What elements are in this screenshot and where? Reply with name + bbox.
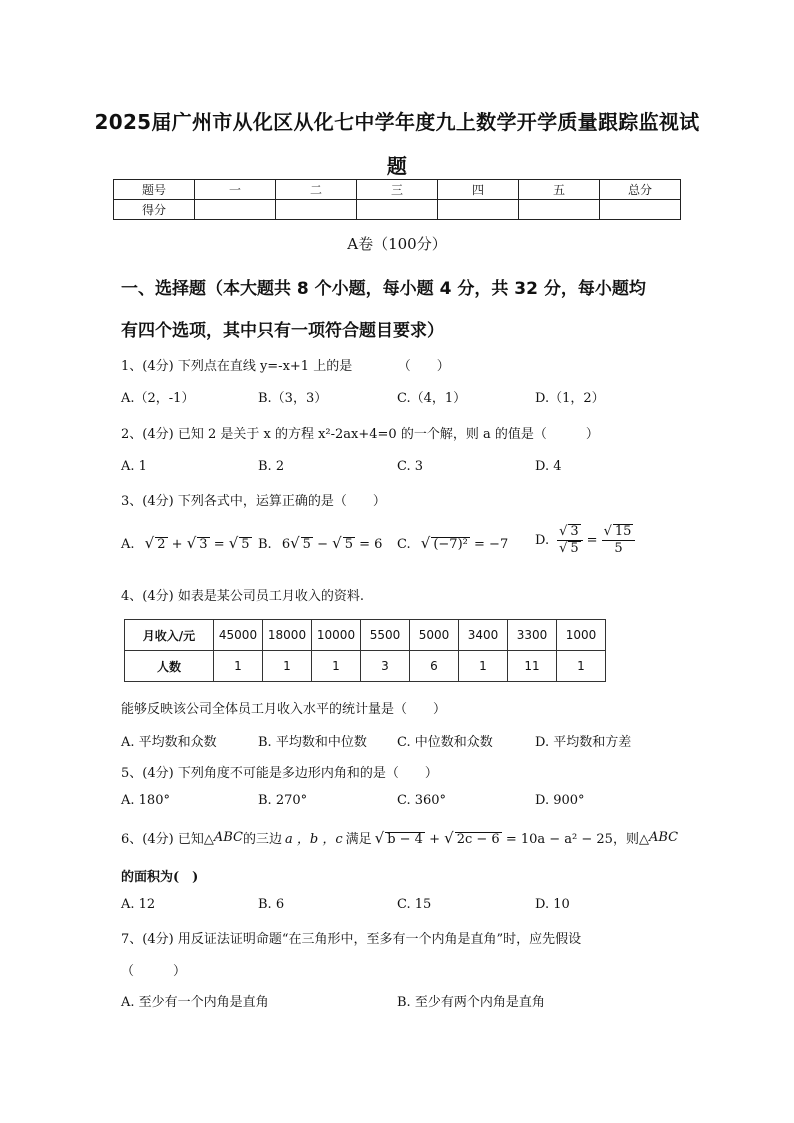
question-2-option-b[interactable]: B. 2: [258, 459, 285, 474]
income-cell: 5500: [361, 620, 410, 651]
question-3-option-c[interactable]: [397, 534, 508, 552]
score-cell: [600, 200, 681, 220]
question-4-option-b[interactable]: B. 平均数和中位数: [258, 735, 367, 750]
sqrt-sign: √: [290, 534, 300, 552]
score-table-header: 五: [519, 180, 600, 200]
question-3-option-d[interactable]: [535, 524, 635, 556]
income-row: [125, 620, 606, 651]
question-2-option-a[interactable]: A. 1: [121, 459, 147, 474]
page-title: 2025届广州市从化区从化七中学年度九上数学开学质量跟踪监视试: [94, 110, 700, 134]
coefficient: 6: [281, 537, 291, 552]
sqrt-sign: √: [420, 534, 431, 552]
question-5-option-c[interactable]: C. 360°: [397, 793, 447, 808]
fraction-numerator: √ 15: [602, 524, 636, 541]
question-6-option-d[interactable]: D. 10: [535, 897, 570, 912]
count-cell: 3: [361, 651, 410, 682]
plus-sign: +: [429, 831, 440, 847]
income-cell: 3300: [508, 620, 557, 651]
score-table-header: 题号: [114, 180, 195, 200]
fraction: [557, 524, 583, 556]
score-table-header: 四: [438, 180, 519, 200]
equals-sign: =: [474, 537, 485, 552]
minus-sign: −: [317, 537, 328, 552]
income-cell: 45000: [214, 620, 263, 651]
question-6-option-b[interactable]: B. 6: [258, 897, 285, 912]
equation-rhs: = 10a − a² − 25: [505, 831, 613, 847]
fraction-denominator: 5: [614, 540, 623, 556]
radicand: 2c − 6: [456, 831, 500, 847]
radicand: 5: [570, 540, 579, 556]
radicand: 5: [344, 537, 353, 552]
fraction: [602, 524, 636, 556]
score-row-label: 得分: [114, 200, 195, 220]
section-heading: 一、选择题（本大题共 8 个小题，每小题 4 分，共 32 分，每小题均: [121, 279, 646, 299]
option-label: A.: [121, 537, 135, 552]
question-7-option-a[interactable]: A. 至少有一个内角是直角: [121, 995, 269, 1010]
math-expression: [557, 524, 635, 556]
equals-sign: =: [213, 537, 225, 552]
paper-a-heading: A卷（100分）: [347, 235, 447, 253]
radicand: 5: [302, 537, 311, 552]
sqrt-sign: √: [374, 828, 385, 847]
radicand: 5: [241, 537, 250, 552]
question-5-stem: 5、(4分) 下列角度不可能是多边形内角和的是（ ）: [121, 766, 438, 781]
question-3-option-b[interactable]: [258, 534, 382, 552]
question-6-stem: [121, 828, 678, 847]
page-title-continued: 题: [386, 154, 408, 178]
score-cell: [357, 200, 438, 220]
math-expression: [144, 534, 252, 552]
triangle-name: ABC: [648, 830, 679, 845]
equals-sign: =: [586, 532, 598, 548]
sqrt-sign: √: [444, 828, 454, 847]
question-3-option-a[interactable]: [121, 534, 252, 552]
question-6-option-a[interactable]: A. 12: [121, 897, 156, 912]
math-expression: [281, 534, 383, 552]
sqrt-sign: √: [186, 534, 197, 552]
count-row-label: 人数: [125, 651, 214, 682]
plus-sign: +: [171, 537, 183, 552]
score-cell: [519, 200, 600, 220]
radicand: 15: [614, 524, 632, 539]
income-cell: 1000: [557, 620, 606, 651]
score-table-row: [114, 200, 681, 220]
question-6-stem-continued: 的面积为( ): [121, 870, 199, 885]
stem-text: ，则△: [612, 832, 649, 847]
fraction-denominator: √ 5: [559, 540, 579, 556]
score-table-header: 总分: [600, 180, 681, 200]
stem-text: 满足: [345, 832, 372, 847]
side-variables: a ，b ，c: [284, 832, 343, 847]
equals-sign: =: [359, 537, 371, 552]
question-1-option-b[interactable]: B.（3，3）: [258, 391, 328, 406]
count-cell: 1: [263, 651, 312, 682]
question-5-option-a[interactable]: A. 180°: [121, 793, 170, 808]
score-table-header: 二: [276, 180, 357, 200]
question-7-answer-paren: （ ）: [121, 964, 187, 979]
math-expression: [420, 534, 509, 552]
count-cell: 1: [459, 651, 508, 682]
income-cell: 5000: [410, 620, 459, 651]
income-cell: 18000: [263, 620, 312, 651]
sqrt-sign: √: [332, 534, 342, 552]
option-label: D.: [535, 532, 550, 548]
question-1-stem: 1、(4分) 下列点在直线 y=-x+1 上的是 （ ）: [121, 359, 450, 374]
income-row-label: 月收入/元: [125, 620, 214, 651]
radicand: (−7)²: [433, 537, 468, 552]
math-expression: [375, 829, 613, 847]
question-1-option-a[interactable]: A.（2，-1）: [121, 391, 195, 406]
result: −7: [489, 537, 509, 552]
score-table-header: 三: [357, 180, 438, 200]
option-label: C.: [397, 537, 411, 552]
question-1-option-d[interactable]: D.（1，2）: [535, 391, 605, 406]
section-heading-continued: 有四个选项，其中只有一项符合题目要求）: [121, 321, 444, 341]
score-table-header: 一: [195, 180, 276, 200]
question-2-option-d[interactable]: D. 4: [535, 459, 562, 474]
question-4-question: 能够反映该公司全体员工月收入水平的统计量是（ ）: [121, 702, 447, 717]
score-table-header-row: [114, 180, 681, 200]
radicand: 3: [570, 524, 579, 539]
question-4-option-d[interactable]: D. 平均数和方差: [535, 735, 632, 750]
question-2-stem: 2、(4分) 已知 2 是关于 x 的方程 x²-2ax+4=0 的一个解，则 a 的值是（ ）: [121, 427, 599, 442]
score-cell: [438, 200, 519, 220]
question-2-option-c[interactable]: C. 3: [397, 459, 424, 474]
count-cell: 11: [508, 651, 557, 682]
triangle-name: ABC: [213, 830, 243, 845]
income-cell: 10000: [312, 620, 361, 651]
question-3-stem: 3、(4分) 下列各式中，运算正确的是（ ）: [121, 494, 386, 509]
income-table: [124, 619, 606, 682]
stem-text: 6、(4分) 已知△: [121, 832, 214, 847]
stem-text: 的三边: [242, 832, 282, 847]
question-5-option-b[interactable]: B. 270°: [258, 793, 308, 808]
question-4-stem: 4、(4分) 如表是某公司员工月收入的资料.: [121, 589, 364, 604]
radicand: 3: [199, 537, 208, 552]
income-cell: 3400: [459, 620, 508, 651]
radicand: 2: [157, 537, 166, 552]
question-7-stem: 7、(4分) 用反证法证明命题“在三角形中，至多有一个内角是直角”时，应先假设: [121, 932, 582, 947]
fraction-numerator: √ 3: [557, 524, 583, 541]
result: 6: [374, 537, 383, 552]
count-cell: 1: [557, 651, 606, 682]
count-row: [125, 651, 606, 682]
score-table: [113, 179, 681, 220]
question-5-option-d[interactable]: D. 900°: [535, 793, 585, 808]
count-cell: 1: [312, 651, 361, 682]
sqrt-sign: √: [228, 534, 239, 552]
option-label: B.: [258, 537, 272, 552]
radicand: b − 4: [387, 831, 423, 847]
question-4-option-a[interactable]: A. 平均数和众数: [121, 735, 217, 750]
score-cell: [276, 200, 357, 220]
count-cell: 1: [214, 651, 263, 682]
question-6-option-c[interactable]: C. 15: [397, 897, 432, 912]
question-7-option-b[interactable]: B. 至少有两个内角是直角: [397, 995, 545, 1010]
question-1-option-c[interactable]: C.（4，1）: [397, 391, 467, 406]
score-cell: [195, 200, 276, 220]
count-cell: 6: [410, 651, 459, 682]
question-4-option-c[interactable]: C. 中位数和众数: [397, 735, 493, 750]
sqrt-sign: √: [144, 534, 155, 552]
